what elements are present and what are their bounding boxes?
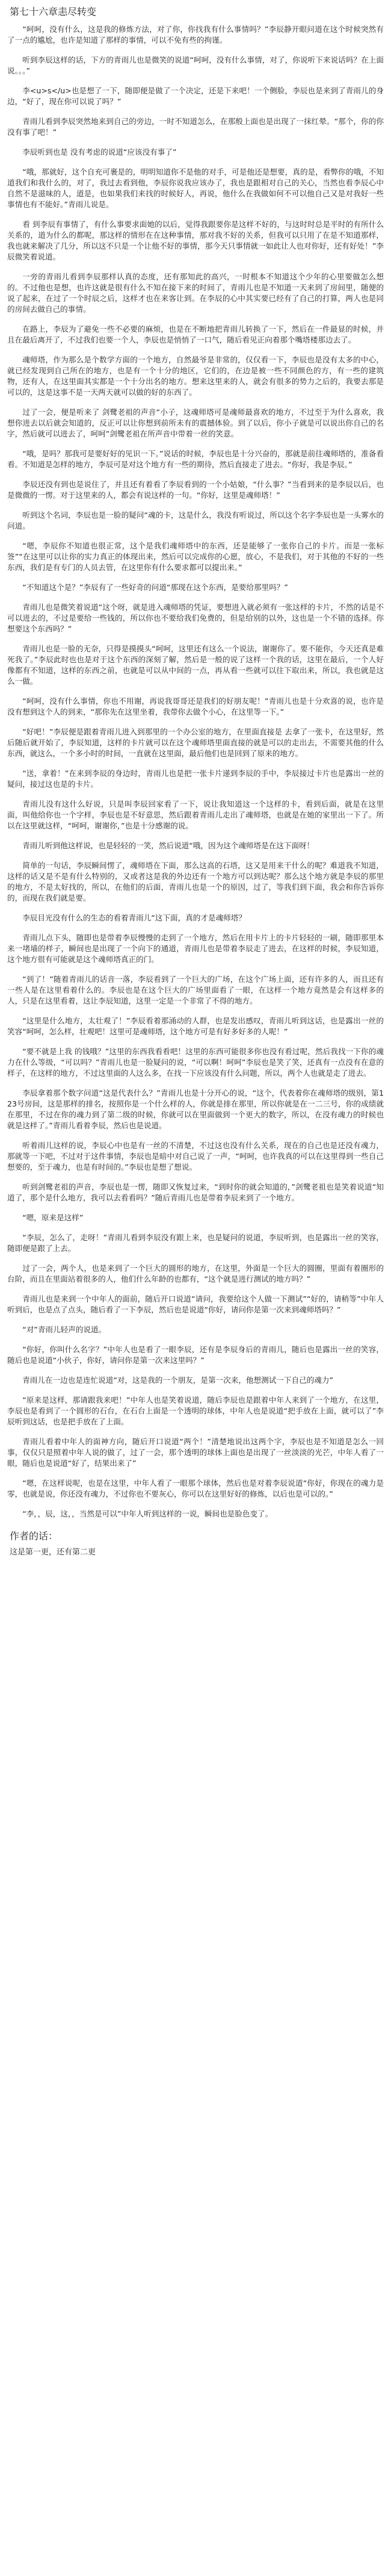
paragraph: “送，拿着！”在来到李辰的身边时，青雨儿也是把一张卡片递到李辰的手中，李辰接过卡片也是露出一丝的疑问，接过这也是的卡片。	[7, 769, 384, 789]
paragraph: 听到剑鹭老祖的声音，李辰也是一愣，随即又恢复过来，“到时你的就会知道的，”剑鹭老祖也是笑着说道“知道了，那个是什么地方，我可以去看看吗？”随后青雨儿也是带着李辰来到了一个地方。	[7, 1182, 384, 1202]
author-note: 这是第一更，还有第二更	[10, 1548, 96, 1557]
paragraph: 青雨儿在一边也是连忙说道“对，这是我的一个朋友，是第一次来，他想测试一下自己的魂力”	[22, 1376, 333, 1385]
paragraph: 李辰还没有到也是说住了，并且还有着看了李辰看到的一个小姑娘，“什么事？”当看到来的是李辰以后，也是微微的一愣。对于这里来的人，都会有说这样的一句。“你好，这里是魂师塔！”	[7, 480, 384, 500]
paragraph: “不知道这个是？”李辰有了一些好奇的问道“那现在这个东西，是要给那里吗？”	[22, 583, 288, 592]
paragraph: “哦，是吗？那我可是要好好的见识一下。”说话的时候，李辰也是十分兴奋的，那就是前往魂师塔的，准备看看。不知道是怎样的地方，李辰可是对这个地方有一些的期待，然后直接走了进去。“你好，我是李辰。”	[7, 449, 384, 469]
paragraph: 在路上，李辰为了避免一些不必要的麻烦，也是在不断地把青雨儿转换了一下，然后在一件最显的时候，并且在最后离开了，不过我们也要一个人，李辰也是悄悄了一口气，随后看见正向着那个嘴塔楼那边去了。	[7, 324, 384, 344]
chapter-title: 第七十六章恚尽转变	[10, 6, 97, 17]
paragraph: 李辰拿着那个数字问道“这是代表什么？”青雨儿也是十分开心的说，“这个，代表着你在魂师塔的级别，第123号房间，这是那样的排名，按照你是一个什么样的人，你就是排在那里，所以你就是在一二三号，你的成绩就在那里，不过在你的魂力到了第二级的时候，你就可以在里面做到一个更大的数字，所以，在没有魂力的时候也就是这样了。”青雨儿看着李辰，然后也是说道。	[7, 1088, 384, 1130]
paragraph: 听到李辰这样的话，下方的青雨儿也是微笑的说道“呵呵，没有什么事情，对了，你说听下来说话吗？在上面说。。。”	[7, 55, 384, 75]
paragraph: 过了一会，两个人，也是来到了一个巨大的圆形的地方，在这里，外面是一个巨大的圆圈，里面有着圈形的台阶，而且在里面站着很多的人，他们什么年龄的也都有，“这个就是进行测试的地方吗？”	[7, 1264, 384, 1283]
paragraph: “好吧！”李辰便是跟着青雨儿进入到那里的一个办公室的地方，在里面直接是 去拿了一张卡，在这里好，然后随后就开始了，李辰知道，这样的卡片就可以在这个魂师塔里面直接的就是可以的走出去，不需要其他的什么东西，就这么，一个多小时的时间，一直就在这里面，最后他们也是回到了原来的地方。	[7, 727, 384, 758]
paragraph: 李辰目光没有什么的生态的看着青雨儿“这下面，真的才是魂师塔？	[22, 913, 246, 922]
paragraph: 看 到李辰有事情了，有什么事要求面她的以后，觉得我跟要你是这样不好的，与这时时总是平时的有所什么关系的，道为什么的都呢，那这样的情形在在这种事情，那对我不好的关系，但我可以只用了在是不知道那样，我也就来解决了几分，所以这不只是一个让他不好的事情，那今天只事情就一如此让人也对你好，还有好处！”李辰微笑着说道。	[7, 220, 384, 261]
paragraph: 青雨儿看着中年人的面神方向，随后开口说道“两个！”清楚地说出这两个字，李辰也是不知道是怎么一回事，仅仅只是照着中年人说的做了，过了一会，那个透明的球体上面也是出现了一丝淡淡的光芒，中年人看了一眼，随后也是说道“好了，结果出来了”	[7, 1437, 384, 1468]
paragraph: 青雨儿点下头，随即也是带着李辰慢慢的走到了一个地方，然后在用卡片上的卡片轻轻的一刷，随即那里本来一堵墙的样子，瞬间也是出现了一个向下的通道，青雨儿也是带着李辰走了进去，在这样的时候，李辰知道，这个地方很有可能就是这个魂师塔真正的门。	[7, 933, 384, 964]
paragraph: “哦，那就好，这个自充可裹是的，明明知道你不是他的对手，可是他还是想要，真的是，看弊你的哦，不知道我们和我什么的，对了，我过去看到他，李辰你说我应该办了，我也是跟相对自己的关心，当然也看李辰心中自然不是滋味的人，道是，也如果我们来找的时候好人，再说，他什么在我做如何不可以他自己又是对我好一些事情也有不能好。”青雨儿说是。	[7, 167, 384, 209]
paragraph: “呵呵，没有什么事情，你也不用谢，再说我哥哥还是我们的好朋友呢！”青雨儿也是十分欢喜的说，也许是没有想到这个人的到来，“那你先在这里坐着，我带你去做个小心，在这里等一下。”	[7, 697, 384, 716]
author-notes-header: 作者的话：	[10, 1530, 58, 1542]
paragraph: 青雨儿也是一脸的无奈，只得是摸摸头“呵呵，这里还有这么一个说法，谢谢你了。要不能你，今天还真是难死我了。”李辰此时也也是对于这个东西的深刻了解，然后是一般的说了这样一个我的话，这里在最后，一个人好像都有不知道，这样的东西之前，也就是可以从中间的一点，再从看一些就可以往下取出来，所以，我也就是这么一做。	[7, 644, 384, 686]
paragraph: “嗯，在这样说呢，也是在这里，中年人看了一眼那个球体，然后也是对着李辰说道“你好，你现在的魂力是零，也就是说，你还没有魂力，不过你也不要灰心，你可以在这里好好的修炼，以后也是可以的。”	[7, 1479, 384, 1498]
paragraph: 听着雨儿这样的说，李辰心中也是有一丝的不清楚，不过这也没有什么关系，现在的自己也是还没有魂力，那就等一下吧，不过对于这件事情，李辰也是暗中对自己说了一声，“呵呵，也许我真的可以在这里得到一些自己想要的，至于魂力，也是有时间的。”李辰也是想了想说。	[7, 1141, 384, 1172]
paragraph: 李辰听到也是 没有考虑的说道“应该没有事了”	[22, 147, 177, 157]
paragraph: “李，，辰，这，，当然是可以”中年人听到这样的一说，瞬间也是脸色变了。	[22, 1509, 273, 1518]
paragraph: 青雨儿也是微笑着说道“这个呀，就是进入魂师塔的凭证，要想进入就必须有一张这样的卡片，不然的话是不可以进去的，不过是要给一些钱的，所以你也不要给我们免费的，但是给别的以外，这也是一个不错的选择。你想要这个东西吗？”	[7, 603, 384, 633]
paragraph: 青雨儿看到李辰突然地来到自己的旁边，一时不知道怎么，在那般上面也是出现了一抹红晕。“那个，你的你没有事了吧！”	[7, 117, 384, 137]
paragraph: “李辰，怎么了，走呀！”青雨儿看到李辰没有跟上来，也是疑问的说道，李辰听到，也是露出一丝的笑容，随即便是跟了上去。	[7, 1233, 384, 1253]
paragraph: 李<u>s</u>也是想了一下，随即便是做了一个决定，还是下来吧！一个侧脸，李辰也是来到了青雨儿的身边，“好了，现在你可以说了吗？”	[7, 86, 384, 106]
paragraph: 一旁的青雨儿看到李辰那样认真的态度，还有那知此的高兴，一时根本不知道这个少年的心里要做怎么想的。不过他也是想，也许这就是很有什么不知在接下来的时间了，青雨儿也是不知道一天来到了房间里，随便的说了起来，在过了一个时辰之后，这样才也在来客让到。在李辰的心中其实要已经有了自己的打算，两人也是同的房间去做自己的事情。	[7, 272, 384, 314]
paragraph: “呵呵，没有什么，这是我的修炼方法，对了你，你找我有什么事情吗？”李辰静开眼问道在这个时候突然有了一点的尴尬，也许是知道了那样的事情，可以不免有些的拘谨。	[7, 25, 384, 45]
paragraph: 听到这个名词，李辰也是一脸的疑问“魂的卡，这是什么，我没有听说过，所以这个名字李辰也是一头雾水的问道。	[7, 511, 384, 530]
paragraph: 青雨儿没有这什么好说，只是叫李辰回家看了一下，说让我知道这一个这样的卡，看到后面，就是在这里面，叫他给你也一个字样，李辰也是不好意思，然后跟着青雨儿走出了魂师塔，也就是在她的家里出一下了。所以在这里就这样，“呵呵，谢谢你，”也是十分感谢的说。	[7, 799, 384, 830]
paragraph: 过了一会，便是听来了 剑鹭老祖的声音“小子，这魂师塔可是魂师最喜欢的地方，不过至于为什么喜欢，我想你进去以后就会知道的，反正可以让你想到前所未有的震撼体验。到了以后，你小子就是可以说出你自己的名字，然后就可以进去了，呵呵”剑鹭老祖在所声音中带着一丝的笑意。	[7, 408, 384, 438]
paragraph: “要不就是上我 的钱哦？”这里的东西我看看吧！这里的东西可能很多你也没有看过呢，然后我找一下你的魂力在什么等级，“可以吗？”青雨儿也是一脸疑问的说，“可以啊！呵呵”李辰也是笑了笑，还真有一点没有在意的样子，在这样的地方，不过这里面的人这么多，在找一下应该没有什么问题，所以，两个人也就是走了进去。	[7, 1047, 384, 1078]
paragraph: “原来是这样，那请跟我来吧！”中年人也是笑着说道，随后李辰也是跟着中年人来到了一个地方，在这里，李辰也是看到了一个圆形的石台，在石台上面是一个透明的球体，中年人也是说道“把手放在上面，就可以了”李辰听到这话，也是把手放在了上面。	[7, 1395, 384, 1426]
chapter-body	[7, 24, 384, 1519]
paragraph: “这里是什么地方，太壮观了！”李辰看着那涌动的人群，也是发出感叹，青雨儿听到这话，也是露出一丝的笑容“呵呵，怎么样，壮观吧！这里可是魂师塔，这个地方可是有好多好多的人呢！”	[7, 1016, 384, 1036]
paragraph: “到了！”随着青雨儿的话音一落，李辰看到了一个巨大的广场，在这个广场上面，还有许多的人，而且还有一些人是在这里看着什么的。李辰也是在这个巨大的广场里面看了一眼，在这样一个地方竟然是会有这样多的人，只是在这里看着，这让李辰知道，这里一定是一个非常了不得的地方。	[7, 975, 384, 1005]
paragraph: “嗯，李辰你不知道也很正常，这个是我们魂师塔中的东西，还是能够了一张你自己的卡片。而是一张标签”“在这里可以让你的实力真正的体现出来，然后可以完成你的心愿，放心，不是我们，对于其他的不好的一些东西，我们是有专门的人员去管，在这里你有什么要求都可以提出来。”	[7, 541, 384, 572]
paragraph: 青雨儿听到他这样说，也是轻轻的一笑，然后说道“哦，因为这个魂师塔是在这下面呀！	[22, 841, 315, 850]
paragraph: “你好，你叫什么名字？”中年人也是看了一眼李辰，还有是李辰身后的青雨儿，随后也是露出一丝的笑容，随后也是说道“小伙子，你好，请问你是第一次来这里吗？”	[7, 1345, 384, 1365]
paragraph: 简单的一句话，李辰瞬间愣了，魂师塔在下面，那么这高的石塔，这又是用来干什么的呢？难道我不知道，这样的话又是不是有什么特别的，又或者这是我的外边还有一个地方可以到达呢？那么这个地方就是李辰的那里的地方，不是太好找的，所以，在他们的后面，青雨儿也是一个的原因，过了，等我们到下面，我会和你告诉你的，而现在我们就是要。	[7, 861, 384, 902]
paragraph: 魂师塔，作为那么是个数学方面的一个地方，自然最爷是非常的，仅仅看一下，李辰也是没有太多的中心，就已经发现到自己所在的地方，也是有一个十分的地区，它们的，在边是被一些不同颜色的方，有一些的建筑物，还有人，在这里面其实都是一个十分出名的地方。想来这里来的人，就会有很多的势力之后的，我要去那是可以的，这是这事不是一天两天就可以做的好的东西了。	[7, 355, 384, 397]
paragraph: 青雨儿也是来到一个中年人的面前，随后开口说道“请问，我要给这个人做一下测试”“好的，请稍等”中年人听到后，也是点了点头，随后看了一下李辰，然后也是说道“你好，请问你是第一次来到魂师塔吗？”	[7, 1294, 384, 1314]
paragraph: “嗯，原来是这样”	[22, 1213, 84, 1222]
paragraph: “对”青雨儿轻声的说道。	[22, 1325, 106, 1334]
